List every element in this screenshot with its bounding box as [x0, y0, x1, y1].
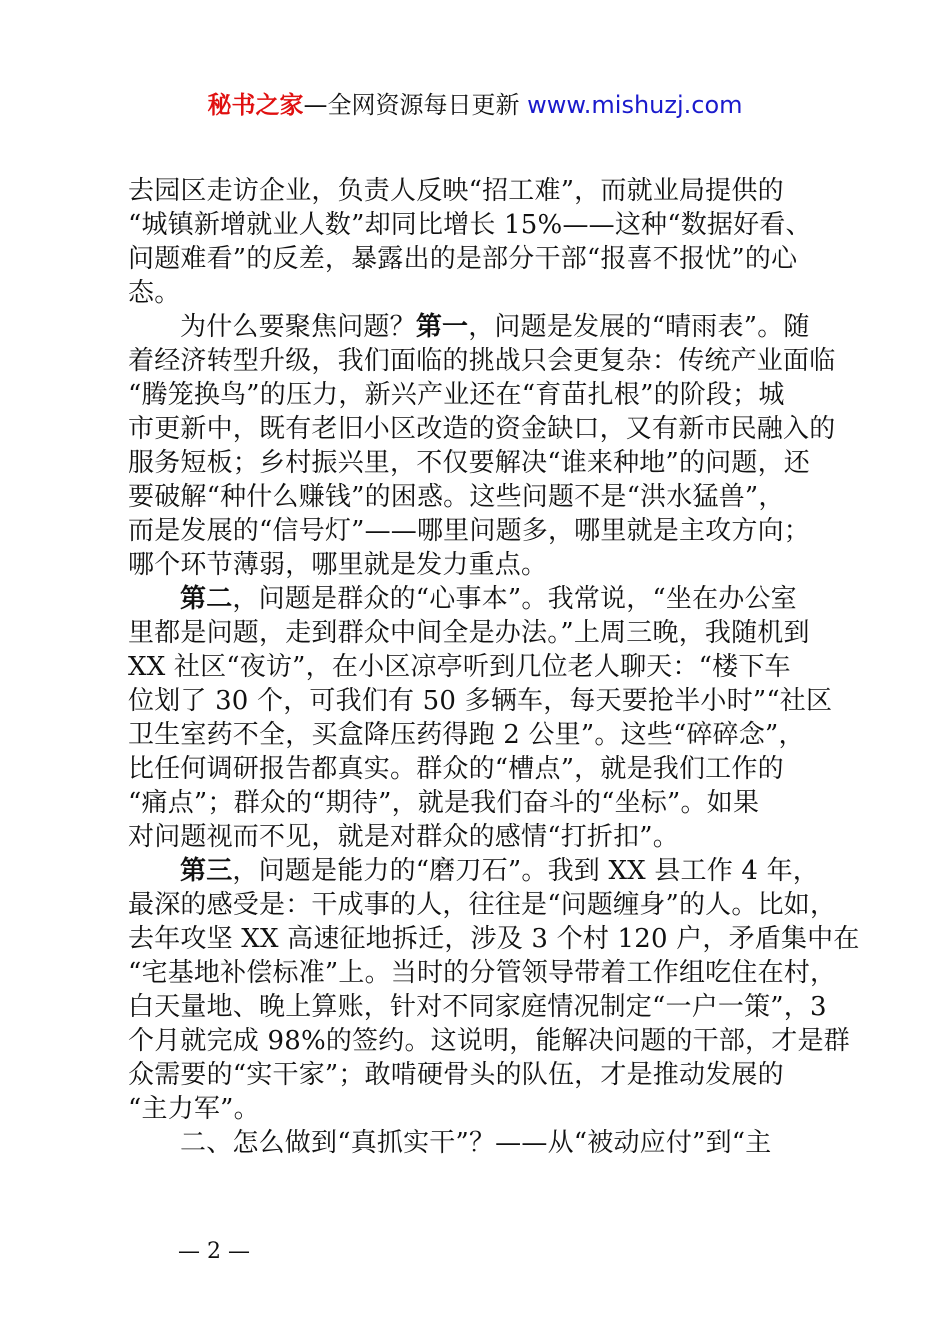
- document-body: [128, 174, 860, 1160]
- paragraph-second: [128, 582, 834, 616]
- body-text: ，问题是能力的“磨刀石”。我到 XX 县工作 4 年，: [232, 856, 820, 886]
- body-line: “主力军”。: [128, 1094, 260, 1124]
- site-url-link[interactable]: www.mishuzj.com: [527, 91, 743, 119]
- body-line: 去年攻坚 XX 高速征地拆迁，涉及 3 个村 120 户，矛盾集中在: [128, 924, 860, 954]
- body-text: 为什么要聚焦问题？: [180, 312, 416, 342]
- body-line: 哪个环节薄弱，哪里就是发力重点。: [128, 550, 548, 580]
- body-line: 个月就完成 98%的签约。这说明，能解决问题的干部，才是群: [128, 1026, 850, 1056]
- body-line: 要破解“种什么赚钱”的困惑。这些问题不是“洪水猛兽”，: [128, 482, 785, 512]
- bold-marker-second: 第二: [180, 584, 233, 614]
- body-line: 而是发展的“信号灯”——哪里问题多，哪里就是主攻方向；: [128, 516, 810, 546]
- page-number: — 2 —: [178, 1239, 250, 1264]
- body-line: 对问题视而不见，就是对群众的感情“打折扣”。: [128, 822, 679, 852]
- body-line: “城镇新增就业人数”却同比增长 15%——这种“数据好看、: [128, 210, 812, 240]
- body-line: 比任何调研报告都真实。群众的“槽点”，就是我们工作的: [128, 754, 784, 784]
- section-heading-two: 二、怎么做到“真抓实干”？——从“被动应付”到“主: [180, 1128, 772, 1158]
- bold-marker-third: 第三: [180, 856, 233, 886]
- body-line: 白天量地、晚上算账，针对不同家庭情况制定“一户一策”，3: [128, 992, 827, 1022]
- site-tagline: —全网资源每日更新: [303, 91, 520, 119]
- body-line: 态。: [128, 278, 181, 308]
- body-line: “宅基地补偿标准”上。当时的分管领导带着工作组吃住在村，: [128, 958, 837, 988]
- body-line: 着经济转型升级，我们面临的挑战只会更复杂：传统产业面临: [128, 346, 836, 376]
- body-line: 服务短板；乡村振兴里，不仅要解决“谁来种地”的问题，还: [128, 448, 810, 478]
- body-line: 最深的感受是：干成事的人，往往是“问题缠身”的人。比如，: [128, 890, 837, 920]
- body-text: ，问题是群众的“心事本”。我常说，“坐在办公室: [232, 584, 797, 614]
- body-line: 位划了 30 个，可我们有 50 多辆车，每天要抢半小时”“社区: [128, 686, 833, 716]
- body-line: 众需要的“实干家”；敢啃硬骨头的队伍，才是推动发展的: [128, 1060, 784, 1090]
- site-brand: 秘书之家: [207, 91, 304, 119]
- body-line: 去园区走访企业，负责人反映“招工难”，而就业局提供的: [128, 176, 784, 206]
- body-line: “痛点”；群众的“期待”，就是我们奋斗的“坐标”。如果: [128, 788, 760, 818]
- paragraph-third: [128, 854, 834, 888]
- body-line: 市更新中，既有老旧小区改造的资金缺口，又有新市民融入的: [128, 414, 836, 444]
- paragraph-why-focus-problems: [128, 310, 834, 344]
- body-line: 里都是问题，走到群众中间全是办法。”上周三晚，我随机到: [128, 618, 810, 648]
- body-text: ，问题是发展的“晴雨表”。随: [468, 312, 810, 342]
- body-line: 问题难看”的反差，暴露出的是部分干部“报喜不报忧”的心: [128, 244, 798, 274]
- bold-marker-first: 第一: [415, 312, 469, 342]
- site-header: [0, 90, 950, 120]
- body-line: 卫生室药不全，买盒降压药得跑 2 公里”。这些“碎碎念”，: [128, 720, 805, 750]
- body-line: “腾笼换鸟”的压力，新兴产业还在“育苗扎根”的阶段；城: [128, 380, 785, 410]
- body-line: XX 社区“夜访”，在小区凉亭听到几位老人聊天：“楼下车: [128, 652, 791, 682]
